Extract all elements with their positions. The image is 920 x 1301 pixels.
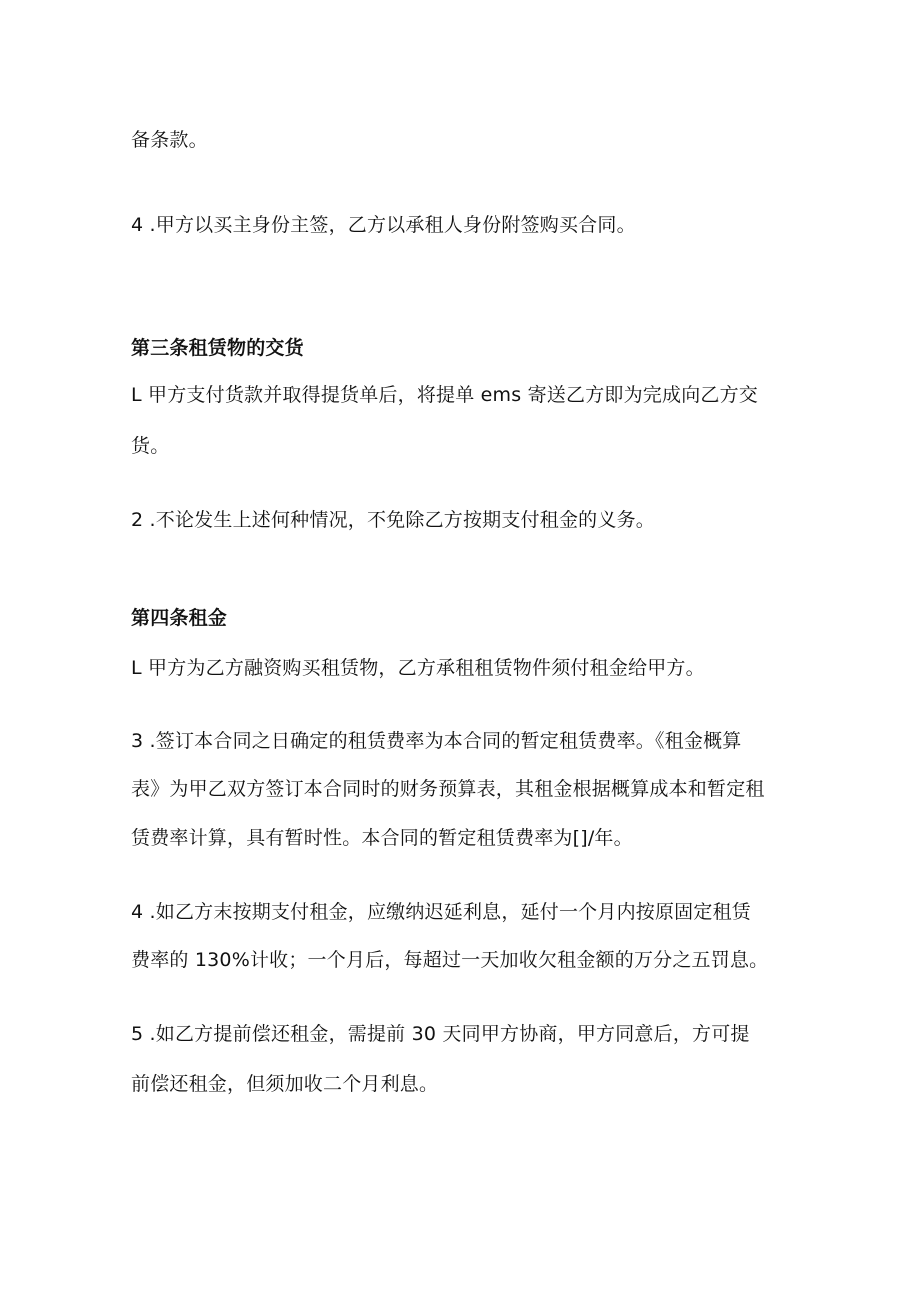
clause-4-item-1: L 甲方为乙方融资购买租赁物，乙方承租租赁物件须付租金给甲方。 bbox=[131, 657, 705, 679]
paragraph-continuation-line: 备条款。 bbox=[131, 129, 208, 151]
clause-4-item-3-line-2: 表》为甲乙双方签订本合同时的财务预算表，其租金根据概算成本和暂定租 bbox=[131, 778, 765, 800]
section-heading-article-4: 第四条租金 bbox=[131, 607, 228, 629]
clause-4-item-5-line-2: 前偿还租金，但须加收二个月利息。 bbox=[131, 1073, 439, 1095]
clause-4-item-3-line-3: 赁费率计算，具有暂时性。本合同的暂定租赁费率为[]/年。 bbox=[131, 827, 633, 849]
clause-4-item-4-line-1: 4 .如乙方末按期支付租金，应缴纳迟延利息，延付一个月内按原固定租赁 bbox=[131, 901, 751, 923]
clause-4-item-5-line-1: 5 .如乙方提前偿还租金，需提前 30 天同甲方协商，甲方同意后，方可提 bbox=[131, 1023, 750, 1045]
clause-4-item-3-line-1: 3 .签订本合同之日确定的租赁费率为本合同的暂定租赁费率。《租金概算 bbox=[131, 730, 742, 752]
clause-3-item-2: 2 .不论发生上述何种情况，不免除乙方按期支付租金的义务。 bbox=[131, 509, 655, 531]
clause-3-item-1-line-1: L 甲方支付货款并取得提货单后，将提单 ems 寄送乙方即为完成向乙方交 bbox=[131, 384, 759, 406]
clause-4-item-4-line-2: 费率的 130%计收；一个月后，每超过一天加收欠租金额的万分之五罚息。 bbox=[131, 949, 769, 971]
clause-2-item-4: 4 .甲方以买主身份主签，乙方以承租人身份附签购买合同。 bbox=[131, 214, 636, 236]
section-heading-article-3: 第三条租赁物的交货 bbox=[131, 337, 304, 359]
clause-3-item-1-line-2: 货。 bbox=[131, 435, 170, 457]
